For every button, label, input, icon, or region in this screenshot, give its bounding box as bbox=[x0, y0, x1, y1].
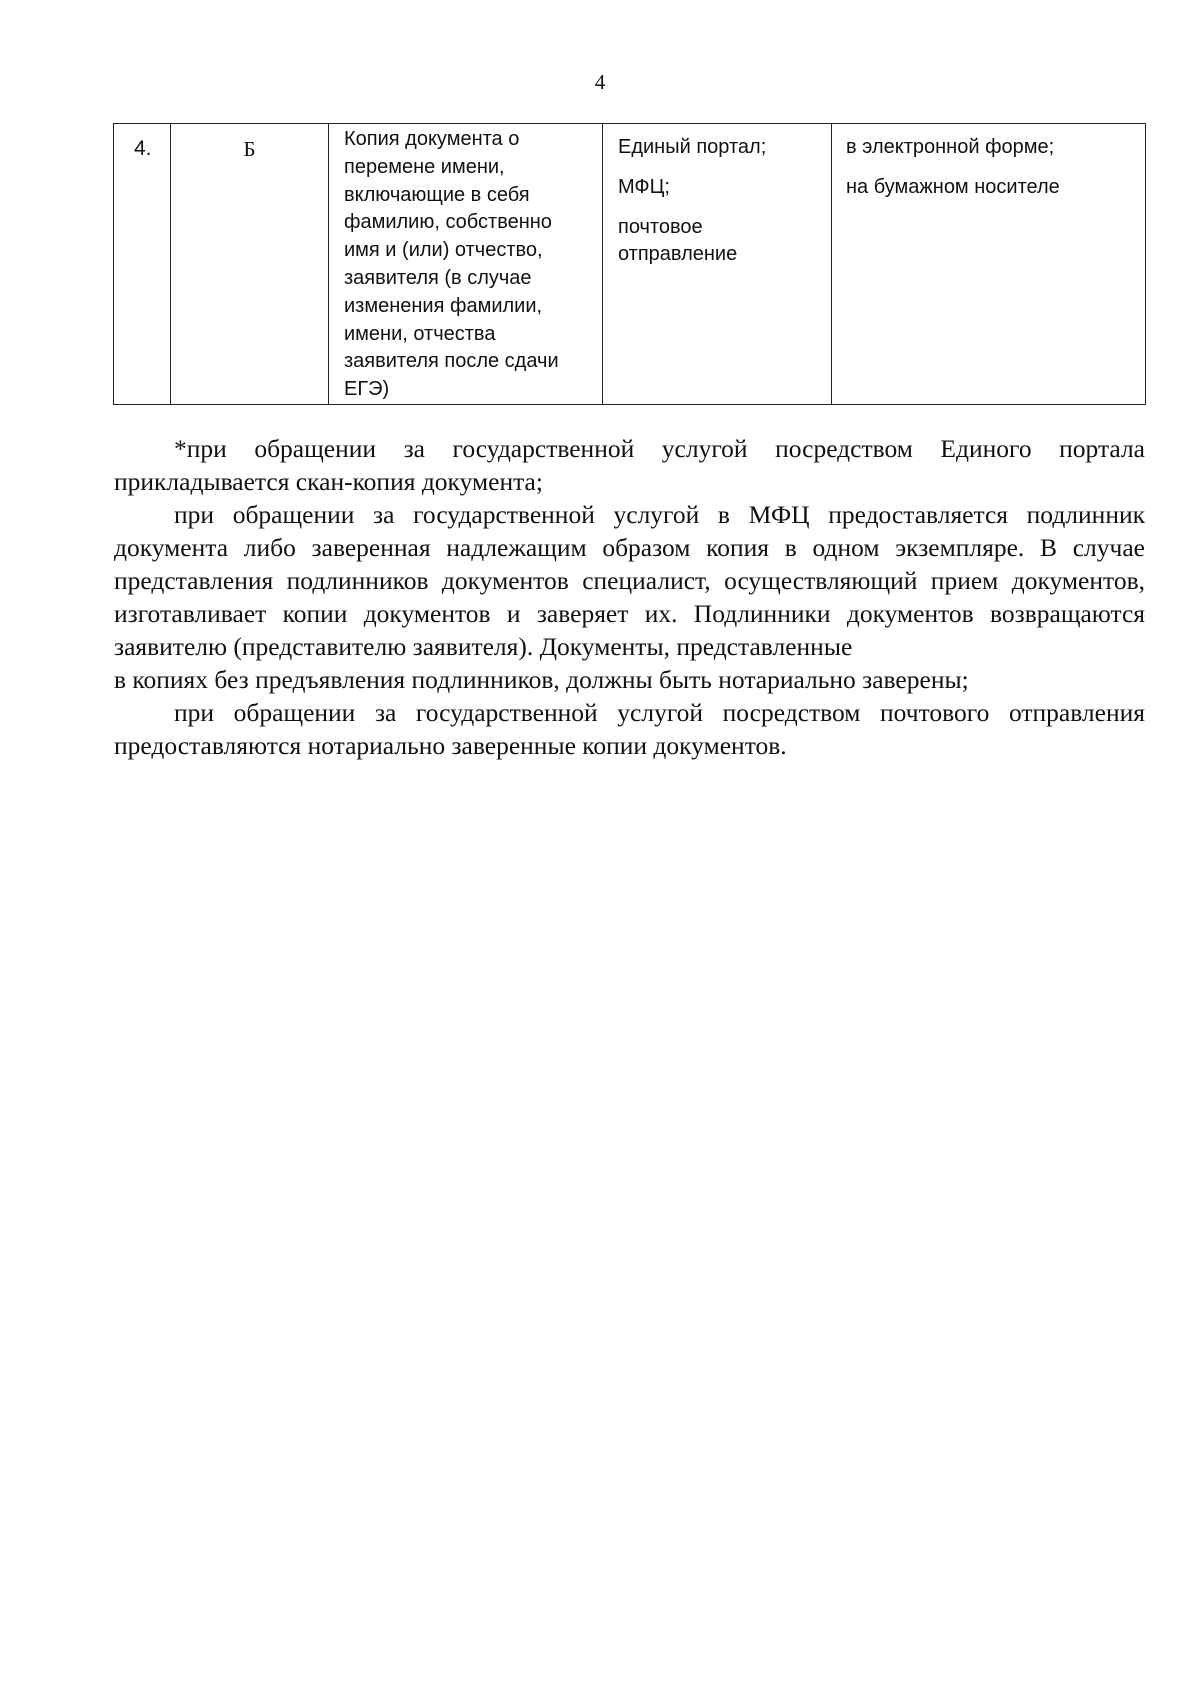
document-description-line: заявителя (в случае bbox=[344, 266, 532, 289]
notes-section bbox=[114, 432, 1145, 762]
document-description-line: перемене имени, bbox=[344, 155, 505, 178]
note-paragraph-portal: *при обращении за государственной услугой посредством Единого портала прикладывается скан-копия документа; bbox=[114, 434, 1145, 496]
page-number: 4 bbox=[594, 70, 606, 94]
table-row bbox=[114, 124, 1146, 405]
document-form-cell: Б bbox=[171, 124, 329, 405]
document-description-line: заявителя после сдачи bbox=[344, 350, 559, 373]
row-number-cell: 4. bbox=[114, 124, 171, 405]
document-description-line: включающие в себя bbox=[344, 183, 530, 206]
document-description-line: имени, отчества bbox=[344, 322, 496, 345]
submission-way-portal: Единый портал; bbox=[618, 136, 767, 158]
note-paragraph-mfc: при обращении за государственной услугой в МФЦ предоставляется подлинник документа либо заверенная надлежащим образом копия в одном экземпляре. В случае представления подлинников документов специалист, осуществляющий прием документов, изготавливает копии документов и заверяет их. Подлинники документов возвращаются заявителю (представителю заявителя). Документы, представленные bbox=[114, 500, 1145, 661]
document-description-cell bbox=[329, 124, 603, 405]
submission-way-mfc: МФЦ; bbox=[618, 176, 670, 198]
document-description-line: Копия документа о bbox=[344, 128, 520, 150]
note-paragraph-copies: в копиях без предъявления подлинников, должны быть нотариально заверены; bbox=[114, 665, 969, 694]
submission-way-cell bbox=[603, 124, 832, 405]
documents-table bbox=[113, 123, 1146, 405]
document-description-line: ЕГЭ) bbox=[344, 378, 390, 401]
document-description-line: изменения фамилии, bbox=[344, 294, 543, 317]
note-paragraph-post: при обращении за государственной услугой посредством почтового отправления предоставляются нотариально заверенные копии документов. bbox=[114, 698, 1145, 760]
submission-kind-paper: на бумажном носителе bbox=[846, 176, 1060, 198]
submission-way-post-line: отправление bbox=[618, 243, 738, 265]
submission-kind-cell bbox=[832, 124, 1146, 405]
document-description-line: фамилию, собственно bbox=[344, 211, 552, 234]
submission-kind-electronic: в электронной форме; bbox=[846, 136, 1055, 158]
document-description-line: имя и (или) отчество, bbox=[344, 239, 543, 262]
submission-way-post-line: почтовое bbox=[618, 216, 703, 238]
